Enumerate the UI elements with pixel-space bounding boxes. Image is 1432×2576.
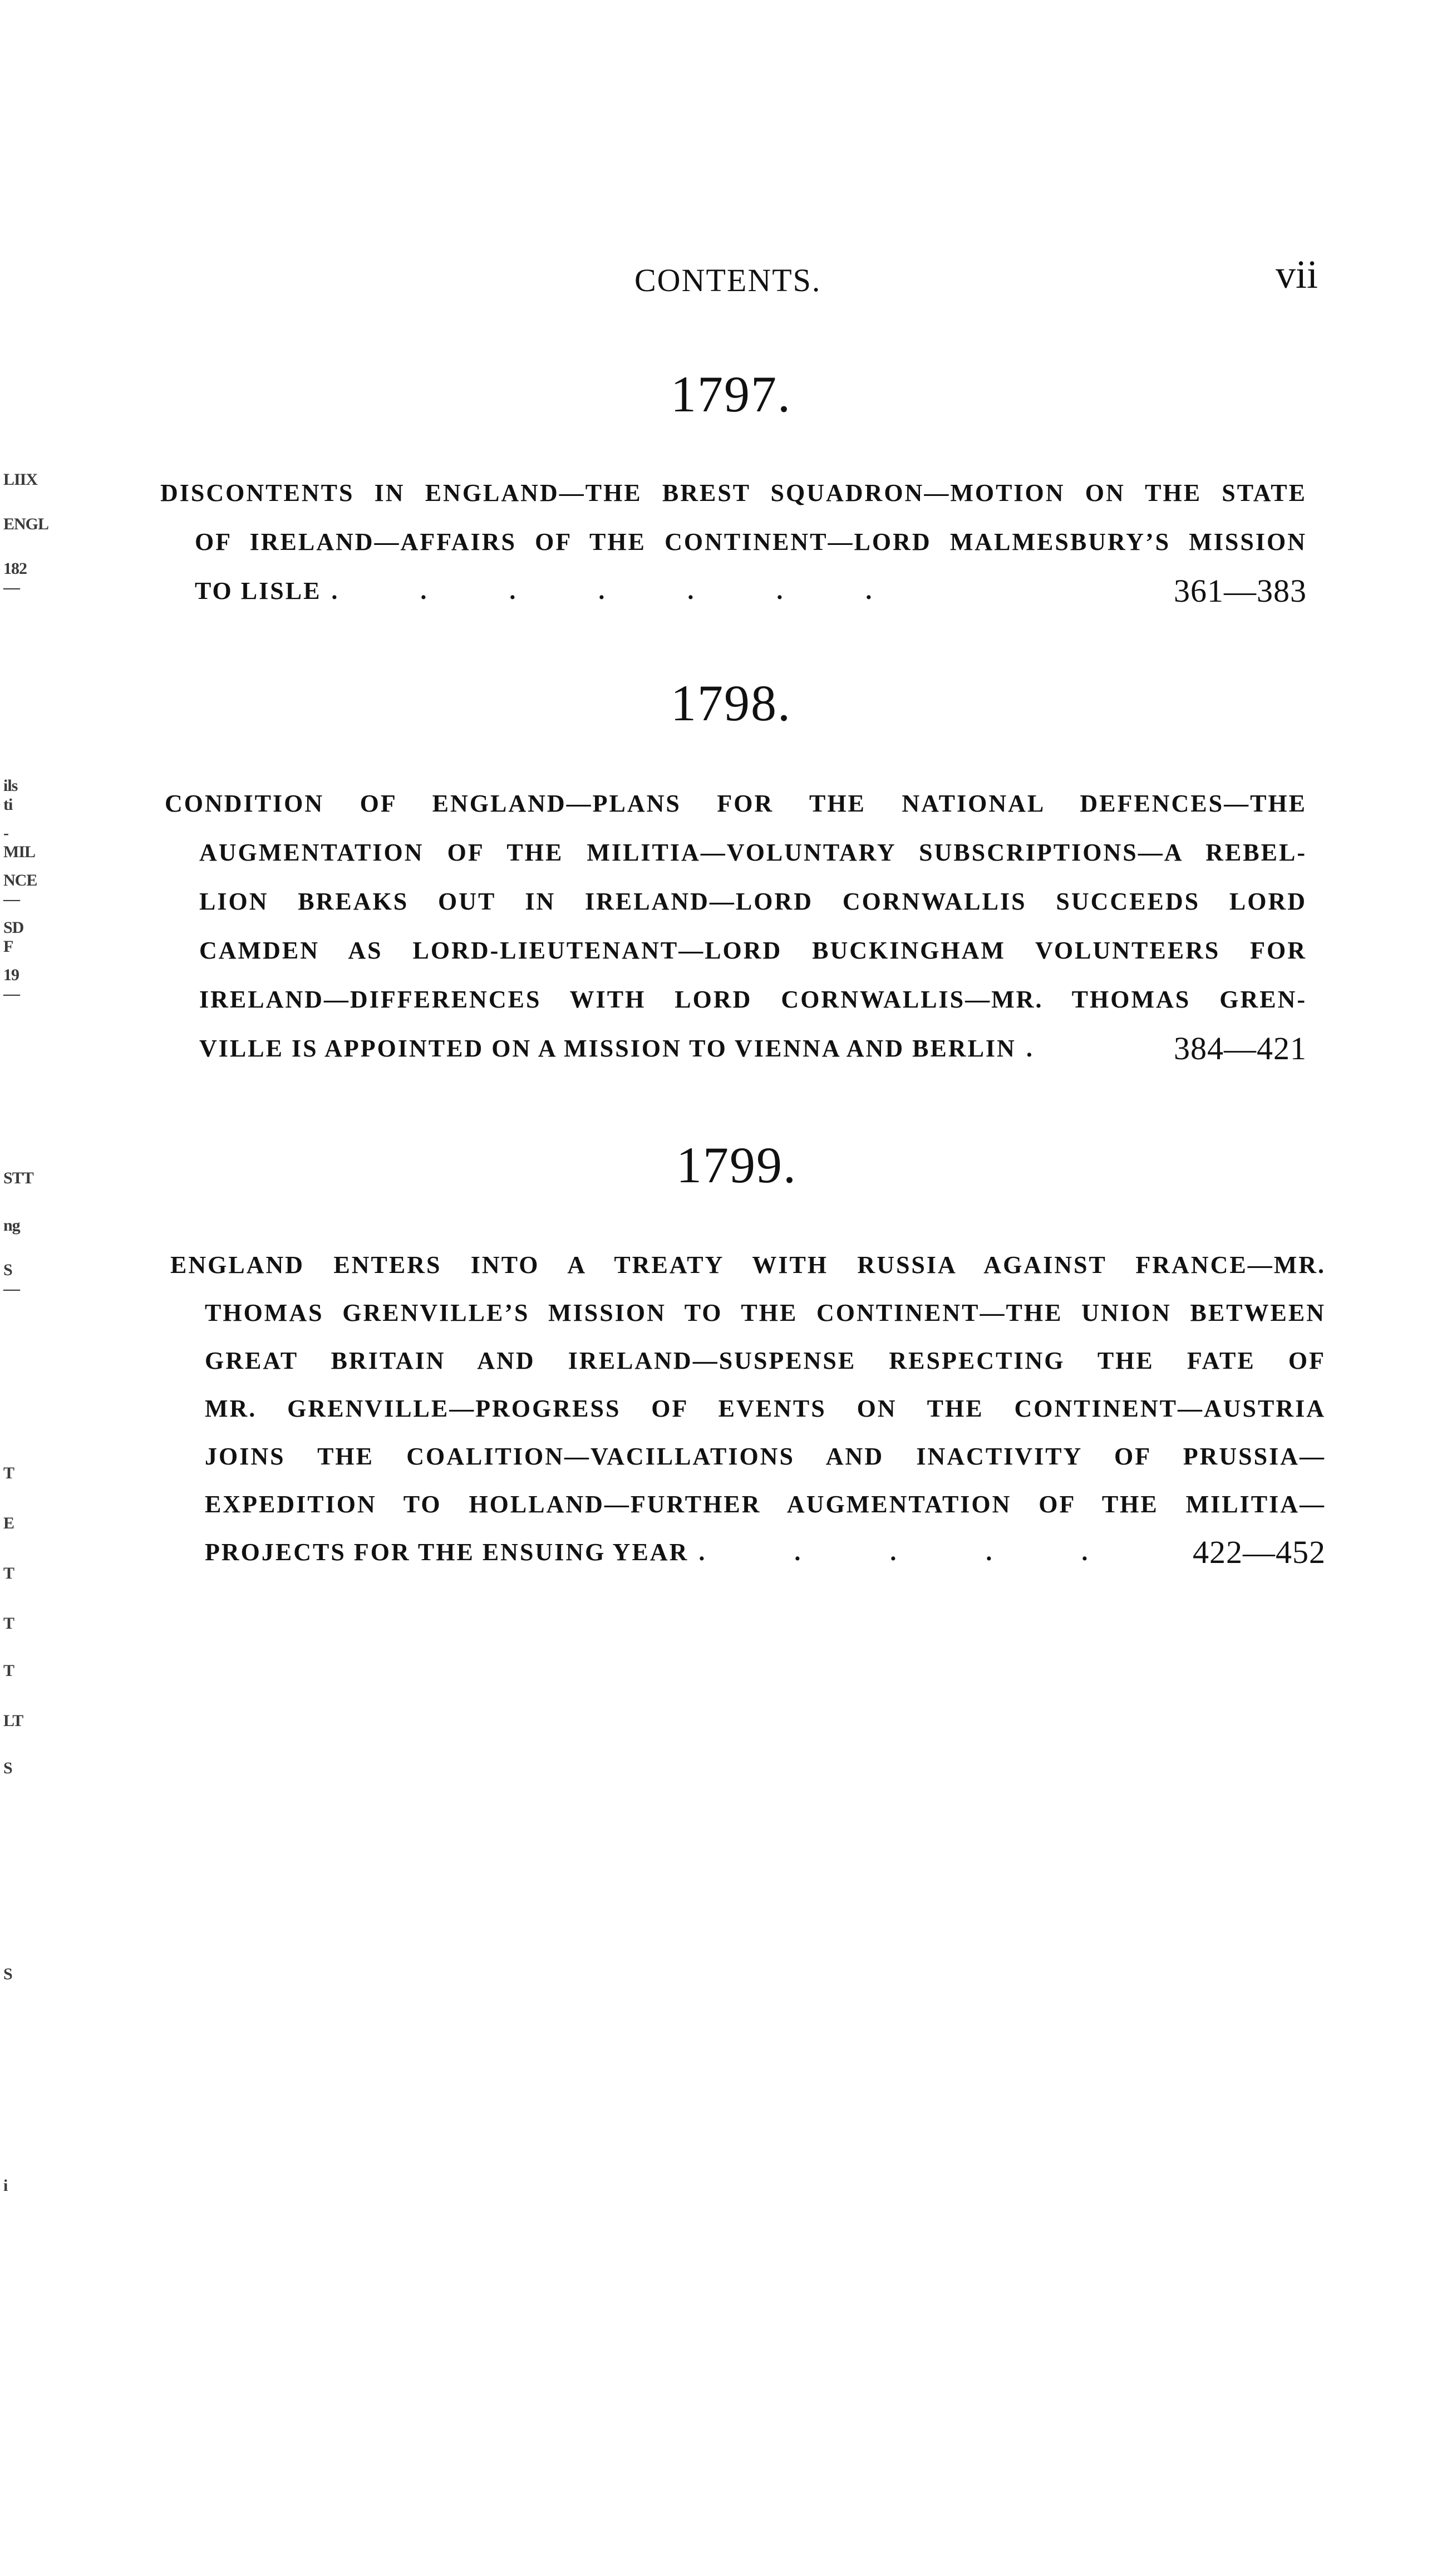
- entry-text: PROJECTS FOR THE ENSUING YEAR: [205, 1538, 689, 1566]
- entry-text: VILLE IS APPOINTED ON A MISSION TO VIENNA AND BERLIN: [199, 1035, 1016, 1062]
- year-heading-1798: 1798.: [671, 675, 791, 731]
- entry-line: EXPEDITION TO HOLLAND—FURTHER AUGMENTATION OF THE MILITIA—: [205, 1491, 1326, 1518]
- margin-fragment: ENGL: [3, 515, 49, 533]
- margin-fragment: 19—: [3, 966, 19, 1003]
- entry-line: CAMDEN AS LORD-LIEUTENANT—LORD BUCKINGHAM VOLUNTEERS FOR: [199, 937, 1307, 964]
- dot-leaders: . . . . . . .: [331, 577, 872, 604]
- entry-line: AUGMENTATION OF THE MILITIA—VOLUNTARY SUBSCRIPTIONS—A REBEL-: [199, 839, 1307, 866]
- margin-fragment: -MIL: [3, 824, 35, 861]
- entry-line: DISCONTENTS IN ENGLAND—THE BREST SQUADRON—MOTION ON THE STATE: [160, 479, 1307, 507]
- page-number: vii: [1276, 252, 1318, 297]
- margin-fragment: T: [3, 1661, 14, 1680]
- entry-line: ENGLAND ENTERS INTO A TREATY WITH RUSSIA AGAINST FRANCE—MR.: [170, 1251, 1326, 1279]
- entry-line: CONDITION OF ENGLAND—PLANS FOR THE NATIONAL DEFENCES—THE: [165, 790, 1307, 817]
- entry-line: LION BREAKS OUT IN IRELAND—LORD CORNWALLIS SUCCEEDS LORD: [199, 888, 1307, 915]
- margin-fragment: SD F: [3, 918, 24, 956]
- margin-fragment: NCE—: [3, 871, 37, 908]
- margin-fragment: E: [3, 1514, 14, 1532]
- dot-leaders: .: [1026, 1035, 1032, 1062]
- margin-fragment: LT: [3, 1712, 23, 1730]
- margin-fragment: LIIX: [3, 470, 38, 489]
- margin-fragment: S: [3, 1965, 12, 1983]
- page-range: 361—383: [1174, 573, 1307, 609]
- entry-line: IRELAND—DIFFERENCES WITH LORD CORNWALLIS—MR. THOMAS GREN-: [199, 986, 1307, 1013]
- page-range: 422—452: [1193, 1534, 1326, 1570]
- margin-fragment: i: [3, 2176, 8, 2195]
- margin-fragment: STT: [3, 1169, 33, 1187]
- entry-line-last: [195, 567, 1307, 616]
- year-heading-1797: 1797.: [671, 366, 791, 422]
- margin-fragment: 182—: [3, 559, 27, 597]
- contents-entry-1797: [160, 469, 1307, 616]
- entry-line: JOINS THE COALITION—VACILLATIONS AND INACTIVITY OF PRUSSIA—: [205, 1443, 1326, 1470]
- margin-fragment: T: [3, 1614, 14, 1633]
- margin-fragment: ils ti: [3, 776, 18, 814]
- margin-fragment: T: [3, 1564, 14, 1582]
- entry-line: OF IRELAND—AFFAIRS OF THE CONTINENT—LORD MALMESBURY’S MISSION: [195, 528, 1307, 555]
- contents-entry-1798: [165, 779, 1307, 1073]
- entry-line-last: [205, 1528, 1326, 1576]
- margin-fragment: ng: [3, 1216, 20, 1235]
- entry-text: TO LISLE: [195, 577, 322, 604]
- entry-line: GREAT BRITAIN AND IRELAND—SUSPENSE RESPECTING THE FATE OF: [205, 1347, 1326, 1374]
- entry-line-last: [199, 1024, 1307, 1073]
- page-range: 384—421: [1174, 1030, 1307, 1066]
- year-heading-1799: 1799.: [676, 1137, 797, 1193]
- contents-entry-1799: [170, 1241, 1326, 1576]
- margin-fragment: S—: [3, 1261, 19, 1298]
- entry-line: MR. GRENVILLE—PROGRESS OF EVENTS ON THE CONTINENT—AUSTRIA: [205, 1395, 1326, 1422]
- dot-leaders: . . . . .: [698, 1538, 1088, 1566]
- margin-fragment: S: [3, 1759, 12, 1777]
- margin-fragment: T: [3, 1464, 14, 1482]
- entry-line: THOMAS GRENVILLE’S MISSION TO THE CONTINENT—THE UNION BETWEEN: [205, 1299, 1326, 1326]
- running-head-title: CONTENTS.: [634, 262, 821, 298]
